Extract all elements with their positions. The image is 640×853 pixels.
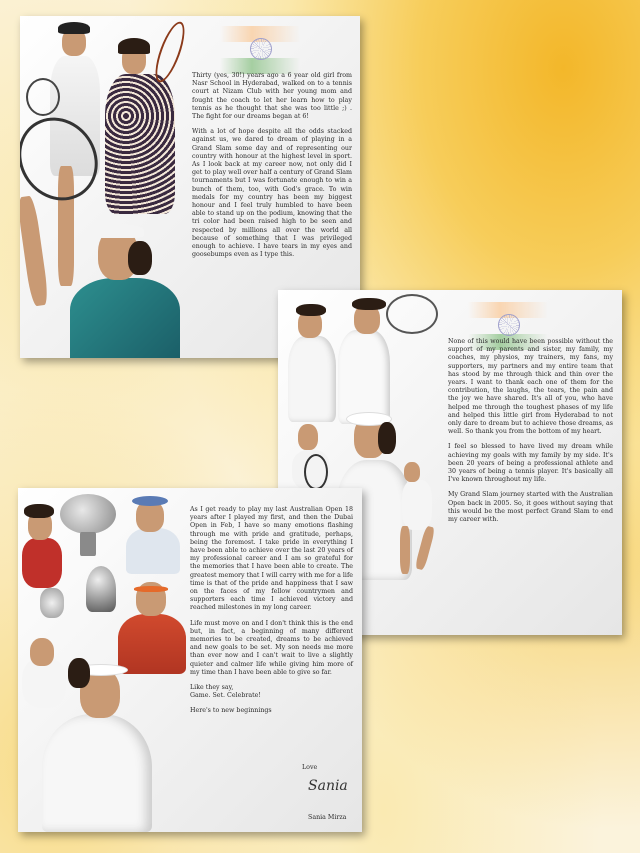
racket-icon <box>150 19 191 86</box>
racket-icon <box>386 294 438 334</box>
trophy-icon <box>86 566 116 612</box>
paragraph: With a lot of hope despite all the odds stacked against us, we dared to dream of playing in a Grand Slam some day and of representing our country with honour at the highest level in sport. As I look back at my career now, not only did I get to play well over half a century of Grand Slam tournaments but I was fortunate enough to win a bunch of them, too, with God's grace. To win medals for my country has been my biggest honour and I feel truly humbled to have been able to stand up on the podium, knowing that the tri color had been raised high to be seen and respected by millions all over the world all because of something that I was privileged enough to achieve. I have tears in my eyes and goosebumps even as I type this. <box>192 128 352 259</box>
paragraph: Life must move on and I don't think this is the end but, in fact, a beginning of many different memories to be created, dreams to be achieved and new goals to be set. My son needs me more than ever now and I can't wait to live a slightly quieter and calmer life while giving him more of my time than I have been able to give so far. <box>190 619 353 676</box>
letter-text-page-2 <box>448 338 613 531</box>
photo-collage-trophies <box>18 488 190 832</box>
trophy-icon <box>60 494 116 534</box>
paragraph: As I get ready to play my last Australian Open 18 years after I played my first, and then the Dubai Open in Feb, I have so many emotions flashing through me with pride and gratitude, perhaps, being the foremost. I take pride in everything I have been able to achieve over the last 20 years of my professional career and I am so grateful for the memories that I have been able to create. The greatest memory that I will carry with me for a life time is that of the pride and happiness that I saw on the faces of my fellow countrymen and supporters each time I achieved victory and reached milestones in my long career. <box>190 506 353 612</box>
india-flag-watermark <box>220 26 300 74</box>
racket-icon <box>26 78 60 116</box>
photo-collage-childhood <box>20 16 190 358</box>
closing: Love <box>302 764 318 771</box>
letter-page-3 <box>18 488 362 832</box>
paragraph: Here's to new beginnings <box>190 707 272 715</box>
paragraph: None of this would have been possible without the support of my parents and sister, my family, my coaches, my physios, my trainers, my fans, my supporters, my partners and my entire team that has stood by me through thick and thin over the years. I want to thank each one of them for the contribution, the laughs, the tears, the pain and the joy we have shared. It's all of you, who have helped me through the toughest phases of my life and helped this little girl from Hyderabad to not only dare to dream but to achieve those dreams, as well. So thank you from the bottom of my heart. <box>448 338 613 436</box>
paragraph: My Grand Slam journey started with the Australian Open back in 2005. So, it goes without saying that this would be the most perfect Grand Slam to end my career with. <box>448 491 613 524</box>
trophy-icon <box>40 588 64 618</box>
paragraph: I feel so blessed to have lived my dream while achieving my goals with my family by my side. It's been 20 years of being a professional athlete and 30 years of being a tennis player. It's basically all I've known throughout my life. <box>448 443 613 484</box>
paragraph: Thirty (yes, 30!) years ago a 6 year old girl from Nasr School in Hyderabad, walked on to a tennis court at Nizam Club with her young mom and fought the coach to let her learn how to play tennis as he thought that she was too little ;) . The fight for our dreams began at 6! <box>192 72 352 121</box>
letter-text-page-3 <box>190 506 353 723</box>
letter-text-page-1 <box>192 72 352 266</box>
signature: Sania <box>308 778 348 794</box>
racket-icon <box>304 454 328 490</box>
paragraph: Like they say, Game. Set. Celebrate! <box>190 684 261 700</box>
author-name: Sania Mirza <box>308 814 347 821</box>
